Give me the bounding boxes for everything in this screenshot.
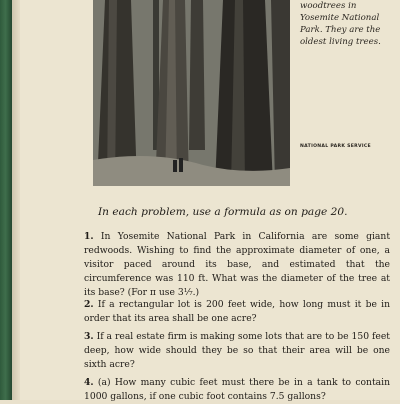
page-edge xyxy=(12,0,20,400)
book-binding xyxy=(0,0,12,400)
problem-text: In Yosemite National Park in California are some giant redwoods. Wishing to find the approximate diameter of one, a visitor paced around its base, and estimated that the circumference was 110 ft. What was the diameter of the tree at its base? (For π use 3⅐.) xyxy=(84,231,391,298)
problem-text: (a) How many cubic feet must there be in a tank to contain 1000 gallons, if one cubic foot contains 7.5 gallons? xyxy=(84,377,391,402)
photo-caption: woodtrees in Yosemite National Park. They are the oldest living trees. xyxy=(300,1,381,47)
problem-number: 3. xyxy=(84,331,94,342)
problem-number: 1. xyxy=(84,231,94,242)
instruction-text: In each problem, use a formula as on page 20. xyxy=(98,206,348,218)
problem-number: 4. xyxy=(84,377,94,388)
problem-3 xyxy=(84,330,390,372)
problem-number: 2. xyxy=(84,299,94,310)
problem-text: If a real estate firm is making some lots that are to be 150 feet deep, how wide should they be so that their area will be one sixth acre? xyxy=(84,331,391,370)
problem-text: If a rectangular lot is 200 feet wide, how long must it be in order that its area shall be one acre? xyxy=(84,299,391,324)
photo-credit: NATIONAL PARK SERVICE xyxy=(300,144,371,149)
redwood-photo xyxy=(93,0,290,186)
problem-1 xyxy=(84,230,390,300)
problem-2 xyxy=(84,298,390,326)
